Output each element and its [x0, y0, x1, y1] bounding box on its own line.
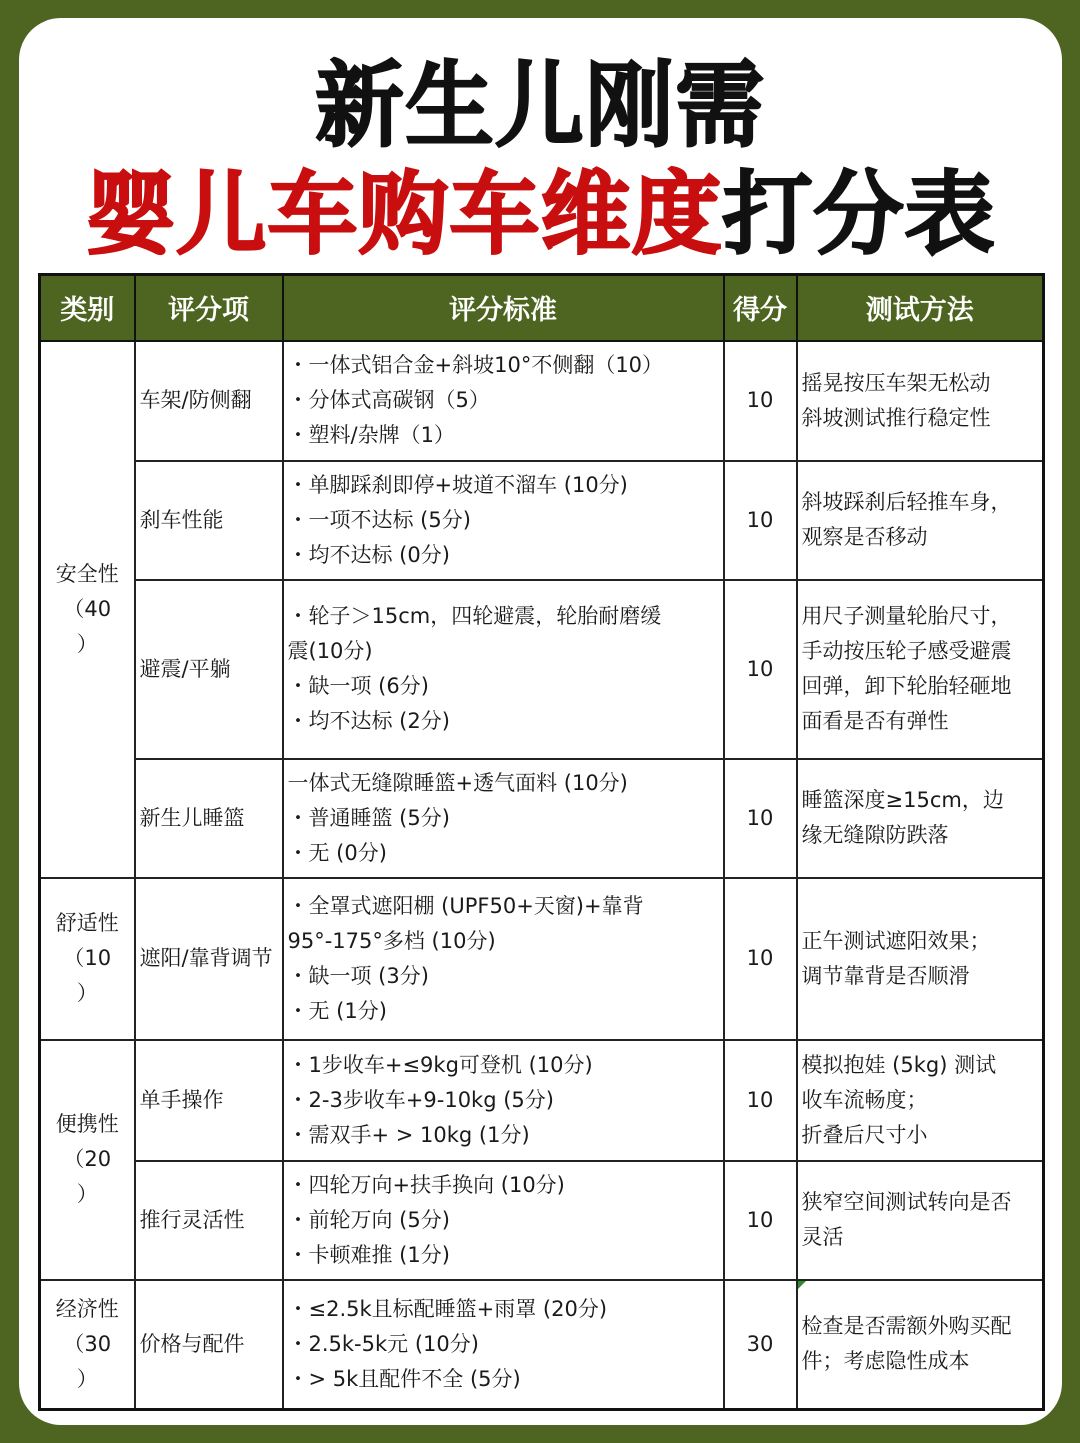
item-cell: 刹车性能	[135, 461, 283, 580]
category-comfort	[40, 878, 135, 1040]
score-cell: 10	[724, 878, 797, 1040]
category-name: 安全性	[55, 561, 119, 586]
title-line-2	[19, 162, 1062, 267]
criteria-line: ・2-3步收车+9-10kg (5分)	[287, 1087, 554, 1112]
criteria-line: ・均不达标 (2分)	[287, 709, 450, 733]
table-row	[40, 1161, 1044, 1280]
table-row	[40, 341, 1044, 461]
header-category: 类别	[40, 275, 135, 341]
method-line: 件；考虑隐性成本	[801, 1349, 970, 1374]
score-cell: 10	[724, 1161, 797, 1280]
category-name: 经济性	[55, 1296, 119, 1321]
method-line: 斜坡测试推行稳定性	[801, 405, 991, 430]
criteria-line: ・2.5k-5k元 (10分)	[287, 1331, 479, 1356]
criteria-line: ・缺一项 (3分)	[287, 963, 429, 988]
criteria-line: ・均不达标 (0分)	[287, 542, 450, 567]
category-weight: （10	[63, 946, 112, 970]
criteria-line: 95°-175°多档 (10分)	[287, 928, 496, 953]
method-cell	[797, 1040, 1044, 1161]
cell-comment-marker-icon	[798, 1281, 806, 1289]
item-cell: 新生儿睡篮	[135, 759, 283, 878]
method-line: 用尺子测量轮胎尺寸，	[801, 604, 1012, 628]
scoring-table	[38, 273, 1045, 1411]
table-row	[40, 1040, 1044, 1161]
title-line-1: 新生儿刚需	[315, 51, 766, 160]
category-portability	[40, 1040, 135, 1280]
item-cell: 遮阳/靠背调节	[135, 878, 283, 1040]
item-cell: 推行灵活性	[135, 1161, 283, 1280]
criteria-cell	[283, 1161, 724, 1280]
table-header-row	[40, 275, 1044, 341]
table-row	[40, 580, 1044, 759]
score-cell: 10	[724, 759, 797, 878]
method-line: 正午测试遮阳效果；	[801, 928, 991, 953]
criteria-line: ・轮子＞15cm，四轮避震，轮胎耐磨缓	[287, 604, 662, 628]
criteria-line: ・塑料/杂牌（1）	[287, 423, 455, 447]
criteria-line: ・普通睡篮 (5分)	[287, 805, 450, 830]
criteria-cell	[283, 1040, 724, 1161]
score-cell: 10	[724, 580, 797, 759]
criteria-line: ・无 (1分)	[287, 998, 387, 1023]
criteria-line: ・单脚踩刹即停+坡道不溜车 (10分)	[287, 472, 628, 497]
category-close: ）	[76, 631, 98, 656]
method-line: 检查是否需额外购买配	[801, 1314, 1012, 1339]
criteria-line: ・卡顿难推 (1分)	[287, 1242, 450, 1267]
method-line: 模拟抱娃 (5kg) 测试	[801, 1052, 997, 1077]
method-line: 斜坡踩刹后轻推车身，	[801, 490, 1012, 514]
criteria-line: ・四轮万向+扶手换向 (10分)	[287, 1172, 565, 1197]
category-weight: （20	[63, 1147, 112, 1171]
header-item: 评分项	[135, 275, 283, 341]
criteria-line: ・> 5k且配件不全 (5分)	[287, 1366, 521, 1391]
criteria-line: ・一项不达标 (5分)	[287, 507, 471, 532]
table-row	[40, 461, 1044, 580]
criteria-cell	[283, 461, 724, 580]
category-economy	[40, 1280, 135, 1410]
method-line: 折叠后尺寸小	[801, 1122, 928, 1147]
criteria-line: 一体式无缝隙睡篮+透气面料 (10分)	[287, 770, 628, 795]
title-highlight: 婴儿车购车维度	[85, 162, 723, 267]
category-close: ）	[76, 981, 98, 1005]
criteria-line: 震(10分)	[287, 639, 373, 663]
method-cell	[797, 580, 1044, 759]
category-weight: （30	[63, 1331, 112, 1356]
category-name: 便携性	[55, 1112, 119, 1136]
method-line: 睡篮深度≥15cm，边	[801, 788, 1004, 812]
method-cell	[797, 461, 1044, 580]
method-cell	[797, 1280, 1044, 1410]
item-cell: 价格与配件	[135, 1280, 283, 1410]
method-cell	[797, 1161, 1044, 1280]
header-criteria: 评分标准	[283, 275, 724, 341]
criteria-cell	[283, 878, 724, 1040]
title-suffix: 打分表	[722, 162, 996, 267]
category-name: 舒适性	[55, 911, 119, 935]
criteria-line: ・全罩式遮阳棚 (UPF50+天窗)+靠背	[287, 893, 644, 918]
method-line: 缘无缝隙防跌落	[801, 823, 949, 847]
score-cell: 30	[724, 1280, 797, 1410]
score-cell: 10	[724, 341, 797, 461]
method-line: 回弹，卸下轮胎轻砸地	[801, 674, 1012, 698]
method-line: 摇晃按压车架无松动	[801, 370, 991, 395]
criteria-cell	[283, 341, 724, 461]
item-cell: 避震/平躺	[135, 580, 283, 759]
method-line: 面看是否有弹性	[801, 709, 949, 733]
method-line: 手动按压轮子感受避震	[801, 639, 1012, 663]
method-cell	[797, 878, 1044, 1040]
category-weight: （40	[63, 596, 112, 621]
method-cell	[797, 759, 1044, 878]
table-row	[40, 1280, 1044, 1410]
table-row	[40, 878, 1044, 1040]
criteria-cell	[283, 1280, 724, 1410]
category-close: ）	[76, 1366, 98, 1391]
method-line: 灵活	[801, 1225, 844, 1249]
table-row	[40, 759, 1044, 878]
method-line: 狭窄空间测试转向是否	[801, 1190, 1012, 1214]
item-cell: 车架/防侧翻	[135, 341, 283, 461]
method-line: 观察是否移动	[801, 525, 928, 549]
item-cell: 单手操作	[135, 1040, 283, 1161]
score-cell: 10	[724, 1040, 797, 1161]
header-method: 测试方法	[797, 275, 1044, 341]
score-cell: 10	[724, 461, 797, 580]
criteria-line: ・缺一项 (6分)	[287, 674, 429, 698]
category-close: ）	[76, 1182, 98, 1206]
criteria-cell	[283, 580, 724, 759]
criteria-line: ・前轮万向 (5分)	[287, 1207, 450, 1232]
criteria-line: ・需双手+ > 10kg (1分)	[287, 1122, 530, 1147]
criteria-cell	[283, 759, 724, 878]
criteria-line: ・≤2.5k且标配睡篮+雨罩 (20分)	[287, 1296, 608, 1321]
criteria-line: ・1步收车+≤9kg可登机 (10分)	[287, 1052, 593, 1077]
category-safety	[40, 341, 135, 878]
method-line: 调节靠背是否顺滑	[801, 963, 970, 988]
criteria-line: ・分体式高碳钢（5）	[287, 388, 490, 412]
method-cell	[797, 341, 1044, 461]
method-line: 收车流畅度；	[801, 1087, 928, 1112]
criteria-line: ・无 (0分)	[287, 840, 387, 865]
criteria-line: ・一体式铝合金+斜坡10°不侧翻（10）	[287, 353, 664, 377]
header-score: 得分	[724, 275, 797, 341]
